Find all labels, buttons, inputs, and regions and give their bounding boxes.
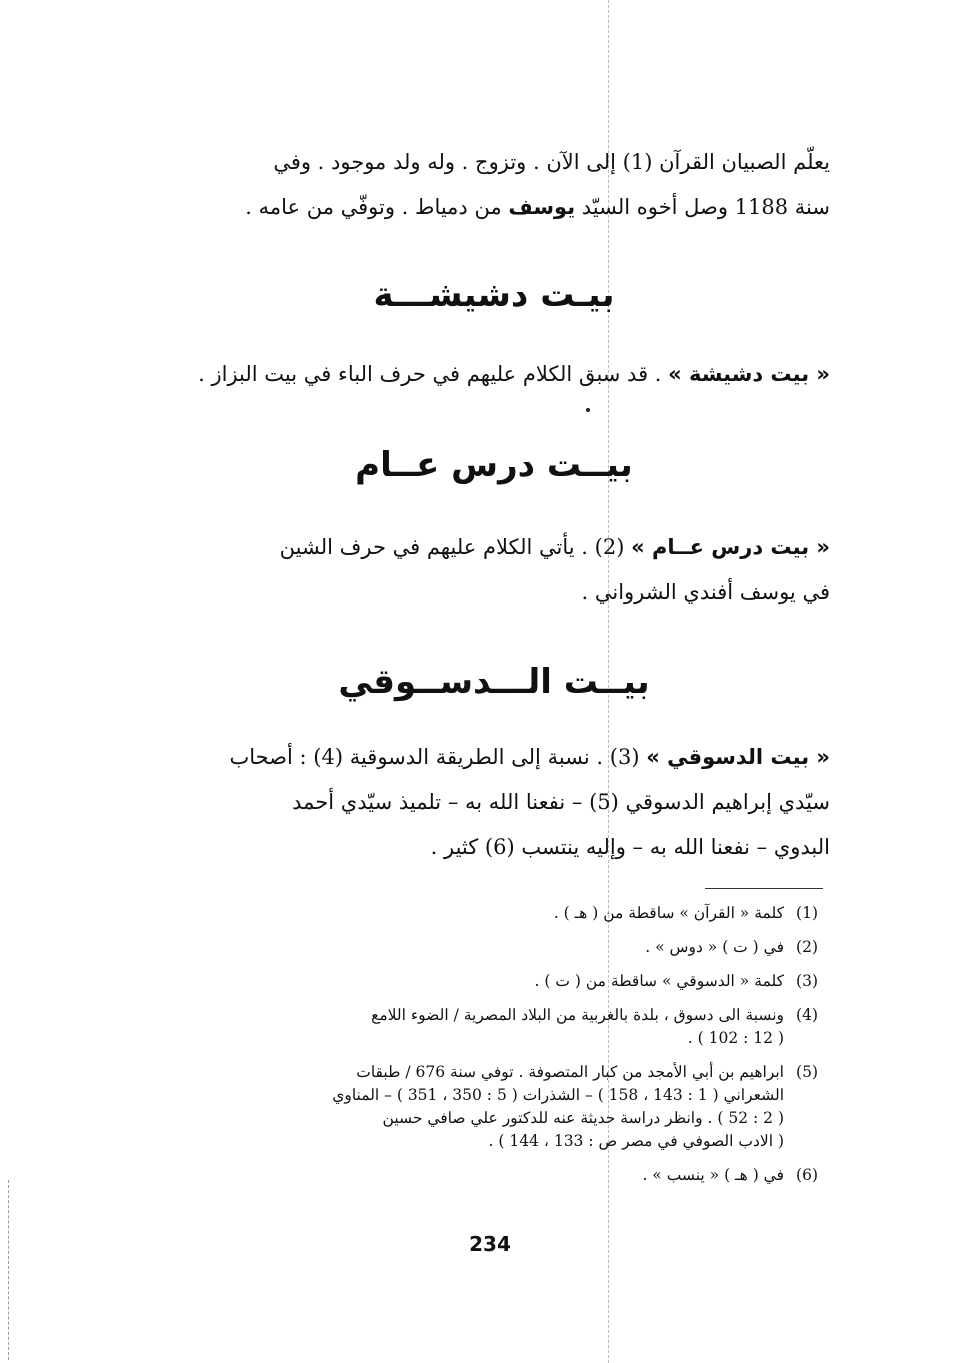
- stray-mark: [586, 408, 590, 412]
- section-heading-dars-am: بيــت درس عــام: [355, 445, 633, 485]
- footnote: [158, 1061, 818, 1153]
- footnote-number: (3): [796, 972, 818, 990]
- footnote-line: ( 12 : 102 ) .: [687, 1029, 784, 1047]
- footnote-text: [158, 1164, 784, 1187]
- footnote-number: (6): [796, 1166, 818, 1184]
- footnote-separator: [705, 888, 823, 889]
- footnote-line: ( 2 : 52 ) . وانظر دراسة حديثة عنه للدكتور علي صافي حسين: [382, 1109, 784, 1127]
- footnote-number: (5): [796, 1063, 818, 1081]
- footnote-text: [158, 936, 784, 959]
- page-number: 234: [469, 1232, 511, 1256]
- footnote-text: [158, 1004, 784, 1050]
- section-paragraph-dasuqi: « بيت الدسوقي » (3) . نسبة إلى الطريقة الدسوقية (4) : أصحاب سيّدي إبراهيم الدسوقي (5) – نفعنا الله به – تلميذ سيّدي أحمد البدوي – نفعنا الله به – وإليه ينتسب (6) كثير .: [229, 745, 830, 859]
- footnote: [158, 902, 818, 925]
- footnote: [158, 936, 818, 959]
- footnote-line: الشعراني ( 1 : 143 ، 158 ) – الشذرات ( 5 : 350 ، 351 ) – المناوي: [332, 1086, 784, 1104]
- footnote-number: (4): [796, 1006, 818, 1024]
- entry-title: « بيت درس عــام »: [631, 535, 830, 559]
- footnote-line: ونسبة الى دسوق ، بلدة بالغربية من البلاد المصرية / الضوء اللامع: [371, 1006, 784, 1024]
- footnote-number: (2): [796, 938, 818, 956]
- footnote-number: (1): [796, 904, 818, 922]
- name-yusuf: يوسف: [508, 195, 576, 219]
- entry-title: « بيت الدسوقي »: [646, 745, 830, 769]
- intro-paragraph: [158, 140, 830, 230]
- footnote-line: في ( هـ ) « ينسب » .: [642, 1166, 784, 1184]
- scan-edge-line: [8, 1180, 9, 1360]
- footnote-line: ابراهيم بن أبي الأمجد من كبار المتصوفة . توفي سنة 676 / طبقات: [356, 1063, 784, 1081]
- footnote-line: ( الادب الصوفي في مصر ص : 133 ، 144 ) .: [488, 1132, 784, 1150]
- intro-line-2: سنة 1188 وصل أخوه السيّد يوسف من دمياط . وتوفّي من عامه .: [245, 195, 830, 219]
- footnote-line: في ( ت ) « دوس » .: [645, 938, 784, 956]
- footnote-text: [158, 1061, 784, 1153]
- section-paragraph-dashisha: « بيت دشيشة » . قد سبق الكلام عليهم في حرف الباء في بيت البزاز .: [198, 362, 830, 386]
- footnote-line: كلمة « القرآن » ساقطة من ( هـ ) .: [553, 904, 784, 922]
- footnote-line: كلمة « الدسوقي » ساقطة من ( ت ) .: [534, 972, 784, 990]
- intro-line-1: يعلّم الصبيان القرآن (1) إلى الآن . وتزوج . وله ولد موجود . وفي: [273, 150, 830, 174]
- section-heading-dasuqi: بيــت الـــدســوقي: [338, 662, 650, 702]
- section-paragraph-dars-am: « بيت درس عــام » (2) . يأتي الكلام عليهم في حرف الشين في يوسف أفندي الشرواني .: [279, 535, 830, 604]
- footnote-text: [158, 902, 784, 925]
- footnotes: [158, 902, 818, 1198]
- footnote: [158, 1164, 818, 1187]
- footnote: [158, 970, 818, 993]
- entry-title: « بيت دشيشة »: [668, 362, 830, 386]
- section-heading-dashisha: بيـت دشيشـــة: [373, 275, 615, 315]
- footnote: [158, 1004, 818, 1050]
- footnote-text: [158, 970, 784, 993]
